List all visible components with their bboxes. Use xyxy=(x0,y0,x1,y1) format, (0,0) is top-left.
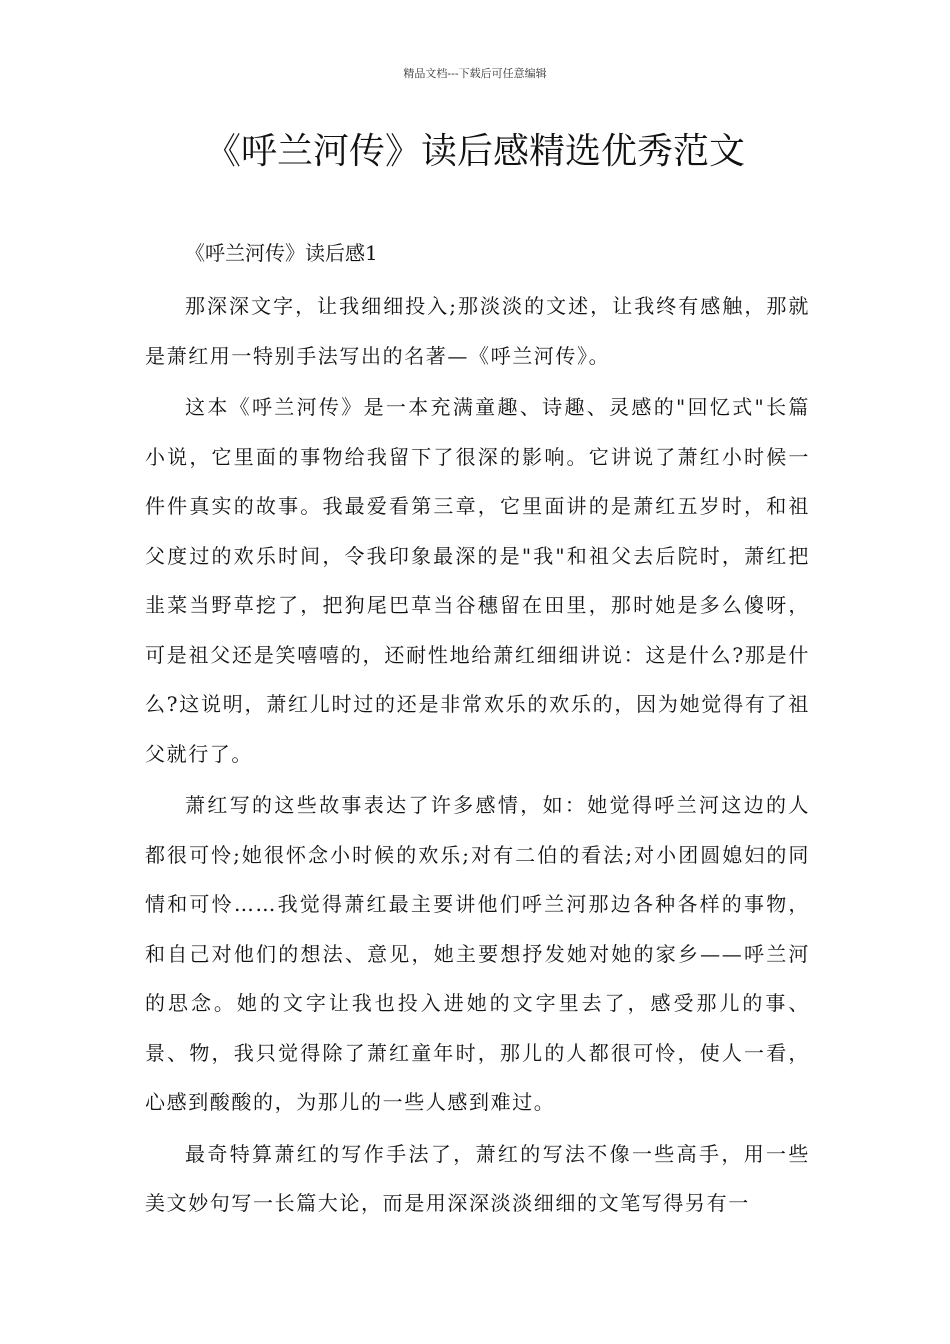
paragraph-3: 萧红写的这些故事表达了许多感情，如：她觉得呼兰河这边的人都很可怜;她很怀念小时候的欢乐;对有二伯的看法;对小团圆媳妇的同情和可怜……我觉得萧红最主要讲他们呼兰河那边各种各样的事物，和自己对他们的想法、意见，她主要想抒发她对她的家乡——呼兰河的思念。她的文字让我也投入进她的文字里去了，感受那儿的事、景、物，我只觉得除了萧红童年时，那儿的人都很可怜，使人一看，心感到酸酸的，为那儿的一些人感到难过。 xyxy=(145,793,810,1114)
paragraph-1: 那深深文字，让我细细投入;那淡淡的文述，让我终有感触，那就是萧红用一特别手法写出的名著—《呼兰河传》。 xyxy=(145,294,810,368)
document-title: 《呼兰河传》读后感精选优秀范文 xyxy=(204,131,745,172)
section-heading: 《呼兰河传》读后感1 xyxy=(185,241,378,265)
paragraph-2: 这本《呼兰河传》是一本充满童趣、诗趣、灵感的"回忆式"长篇小说，它里面的事物给我留下了很深的影响。它讲说了萧红小时候一件件真实的故事。我最爱看第三章，它里面讲的是萧红五岁时，和祖父度过的欢乐时间，令我印象最深的是"我"和祖父去后院时，萧红把韭菜当野草挖了，把狗尾巴草当谷穗留在田里，那时她是多么傻呀，可是祖父还是笑嘻嘻的，还耐性地给萧红细细讲说：这是什么?那是什么?这说明，萧红儿时过的还是非常欢乐的欢乐的，因为她觉得有了祖父就行了。 xyxy=(145,395,810,766)
paragraph-4: 最奇特算萧红的写作手法了，萧红的写法不像一些高手，用一些美文妙句写一长篇大论，而是用深深淡淡细细的文笔写得另有一 xyxy=(145,1141,810,1215)
document-body xyxy=(145,234,810,1231)
header-note: 精品文档---下载后可任意编辑 xyxy=(403,67,547,80)
